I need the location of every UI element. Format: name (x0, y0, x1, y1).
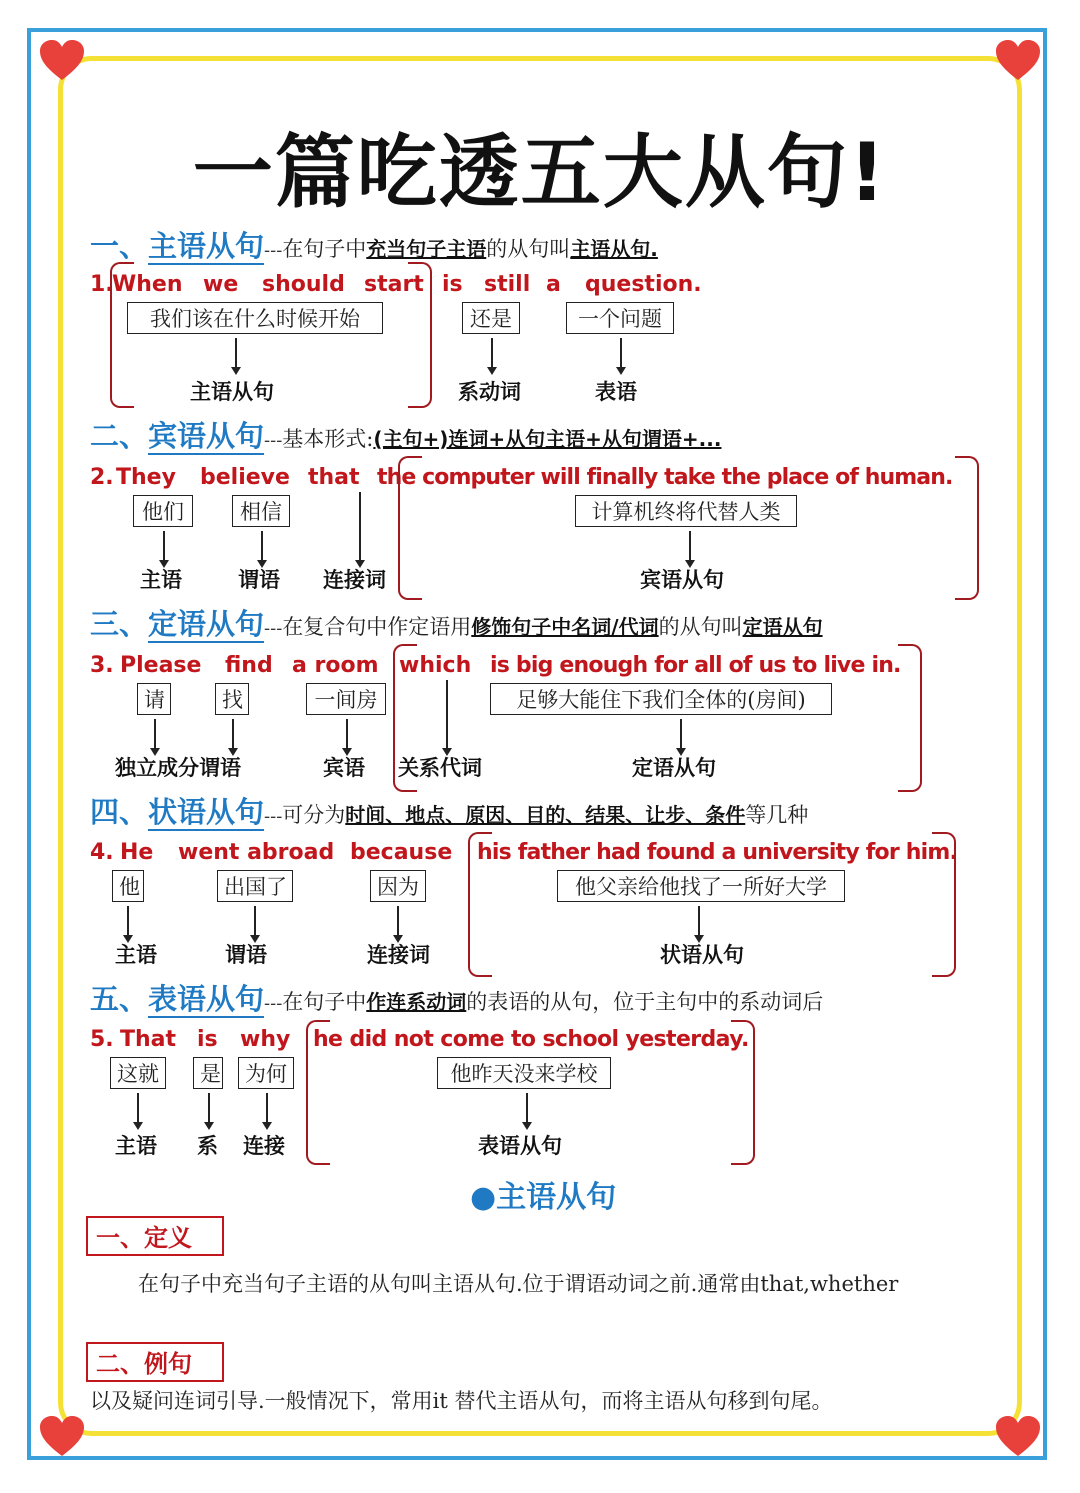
arrow-line (127, 906, 129, 936)
arrow-line (266, 1093, 268, 1123)
example-word: why (240, 1027, 291, 1052)
grammar-label: 谓语 (238, 568, 280, 592)
definition-label: 一、定义 (86, 1216, 224, 1256)
section-1-heading (90, 226, 658, 266)
grammar-label: 表语从句 (478, 1134, 562, 1158)
grammar-label: 表语 (595, 380, 637, 404)
example-word: question. (585, 272, 702, 297)
example-word: went abroad (178, 840, 335, 865)
desc-text: 的从句叫 (658, 615, 743, 639)
arrow-line (526, 1093, 528, 1123)
clause-bracket-left (306, 1020, 330, 1165)
example-word: because (350, 840, 453, 865)
example-index: 2. (90, 465, 114, 490)
grammar-label: 主语 (115, 1134, 157, 1158)
example-index: 4. (90, 840, 114, 865)
example-word: When (112, 272, 183, 297)
example-word: is (442, 272, 463, 297)
arrow-line (359, 492, 361, 561)
translation-box: 这就 (110, 1057, 166, 1089)
dash: --- (264, 806, 283, 827)
section-number: 一、 (90, 229, 149, 263)
arrow-icon (487, 367, 497, 375)
arrow-line (261, 531, 263, 561)
heart-icon (994, 38, 1042, 82)
grammar-label: 宾语从句 (640, 568, 724, 592)
example-word: Please (120, 653, 202, 678)
arrow-icon (262, 1122, 272, 1130)
translation-box: 因为 (370, 870, 426, 902)
section-2-heading (90, 416, 721, 456)
clause-bracket-left (468, 832, 492, 977)
desc-emphasis: (主句+)连词+从句主语+从句谓语+... (373, 427, 722, 451)
example-word: a (546, 272, 561, 297)
arrow-line (698, 906, 700, 936)
translation-box: 请 (137, 683, 171, 715)
arrow-line (620, 338, 622, 368)
heart-icon (994, 1414, 1042, 1458)
arrow-line (154, 719, 156, 749)
arrow-icon (133, 1122, 143, 1130)
subsection-heading: ●主语从句 (470, 1180, 617, 1215)
desc-emphasis: 时间、地点、原因、目的、结果、让步、条件 (345, 803, 746, 827)
section-5-heading (90, 979, 823, 1019)
example-word: They (116, 465, 176, 490)
example-index: 3. (90, 653, 114, 678)
example-word: believe (200, 465, 290, 490)
arrow-line (346, 719, 348, 749)
translation-box: 我们该在什么时候开始 (127, 302, 383, 334)
dash: --- (264, 618, 283, 639)
arrow-icon (204, 1122, 214, 1130)
section-number: 三、 (90, 607, 149, 641)
arrow-line (208, 1093, 210, 1123)
desc-text: 可分为 (282, 803, 346, 827)
desc-emphasis: 主语从句. (570, 237, 658, 261)
dash: --- (264, 240, 283, 261)
desc-emphasis: 定语从句 (742, 615, 823, 639)
dash: --- (264, 993, 283, 1014)
arrow-line (163, 531, 165, 561)
desc-text: 等几种 (745, 803, 809, 827)
clause-bracket-left (110, 262, 134, 408)
translation-box: 是 (193, 1057, 223, 1089)
arrow-line (254, 906, 256, 936)
example-word: which (399, 653, 472, 678)
example-index: 1. (90, 272, 114, 297)
clause-bracket-right (932, 832, 956, 977)
grammar-label: 系 (197, 1134, 218, 1158)
example-word: find (225, 653, 273, 678)
example-word: he did not come to school yesterday. (313, 1027, 749, 1052)
definition-text: 在句子中充当句子主语的从句叫主语从句.位于谓语动词之前.通常由that,whether (138, 1272, 899, 1296)
grammar-label: 谓语 (225, 943, 267, 967)
desc-text: 基本形式: (282, 427, 374, 451)
example-word: still (484, 272, 531, 297)
section-name: 表语从句 (148, 982, 265, 1016)
heart-icon (38, 1414, 86, 1458)
translation-box: 还是 (462, 302, 520, 334)
grammar-label: 主语 (140, 568, 182, 592)
desc-text: 在句子中 (282, 990, 367, 1014)
grammar-label: 定语从句 (632, 756, 716, 780)
translation-box: 一个问题 (566, 302, 674, 334)
example-word: start (364, 272, 424, 297)
grammar-label: 宾语 (323, 756, 365, 780)
section-4-heading (90, 792, 808, 832)
example-word: the computer will finally take the place of human. (377, 465, 953, 490)
section-name: 宾语从句 (148, 419, 265, 453)
section-name: 定语从句 (148, 607, 265, 641)
section-number: 四、 (90, 795, 149, 829)
grammar-label: 主语 (115, 943, 157, 967)
example-word: his father had found a university for him. (477, 840, 958, 865)
arrow-line (235, 338, 237, 368)
translation-box: 他昨天没来学校 (437, 1057, 611, 1089)
desc-text: 在句子中 (282, 237, 367, 261)
page-title: 一篇吃透五大从句! (192, 126, 888, 219)
section-3-heading (90, 604, 823, 644)
example-word: that (308, 465, 360, 490)
arrow-line (446, 680, 448, 749)
translation-box: 他父亲给他找了一所好大学 (557, 870, 845, 902)
example-text: 以及疑问连词引导.一般情况下，常用it 替代主语从句，而将主语从句移到句尾。 (90, 1389, 833, 1413)
section-name: 状语从句 (148, 795, 265, 829)
grammar-label: 关系代词 (398, 756, 482, 780)
grammar-label: 主语从句 (190, 380, 274, 404)
clause-bracket-right (731, 1020, 755, 1165)
clause-bracket-left (398, 456, 422, 600)
example-word: That (120, 1027, 177, 1052)
arrow-line (137, 1093, 139, 1123)
example-word: is big enough for all of us to live in. (490, 653, 901, 678)
translation-box: 计算机终将代替人类 (575, 495, 797, 527)
arrow-line (689, 531, 691, 561)
example-label: 二、例句 (86, 1342, 224, 1382)
section-number: 五、 (90, 982, 149, 1016)
arrow-line (397, 906, 399, 936)
example-word: is (197, 1027, 218, 1052)
clause-bracket-right (898, 644, 922, 792)
grammar-label: 连接词 (367, 943, 430, 967)
clause-bracket-right (408, 262, 432, 408)
arrow-line (232, 719, 234, 749)
desc-text: 的表语的从句，位于主句中的系动词后 (466, 990, 824, 1014)
example-word: we (203, 272, 239, 297)
clause-bracket-right (955, 456, 979, 600)
grammar-label: 独立成分谓语 (115, 756, 241, 780)
grammar-label: 系动词 (458, 380, 521, 404)
translation-box: 他们 (133, 495, 193, 527)
example-word: a room (292, 653, 379, 678)
arrow-icon (616, 367, 626, 375)
translation-box: 一间房 (306, 683, 386, 715)
example-word: He (120, 840, 154, 865)
grammar-label: 状语从句 (660, 943, 744, 967)
arrow-line (680, 719, 682, 749)
desc-text: 的从句叫 (486, 237, 571, 261)
translation-box: 足够大能住下我们全体的(房间) (490, 683, 832, 715)
translation-box: 为何 (238, 1057, 294, 1089)
arrow-icon (522, 1122, 532, 1130)
example-word: should (262, 272, 345, 297)
desc-emphasis: 作连系动词 (366, 990, 467, 1014)
desc-text: 在复合句中作定语用 (282, 615, 472, 639)
desc-emphasis: 充当句子主语 (366, 237, 487, 261)
translation-box: 出国了 (217, 870, 293, 902)
dash: --- (264, 430, 283, 451)
example-index: 5. (90, 1027, 114, 1052)
grammar-label: 连接词 (323, 568, 386, 592)
heart-icon (38, 38, 86, 82)
arrow-icon (231, 367, 241, 375)
grammar-label: 连接 (243, 1134, 285, 1158)
arrow-line (491, 338, 493, 368)
translation-box: 相信 (232, 495, 290, 527)
section-name: 主语从句 (148, 229, 265, 263)
desc-emphasis: 修饰句子中名词/代词 (471, 615, 659, 639)
translation-box: 找 (215, 683, 249, 715)
translation-box: 他 (112, 870, 144, 902)
section-number: 二、 (90, 419, 149, 453)
